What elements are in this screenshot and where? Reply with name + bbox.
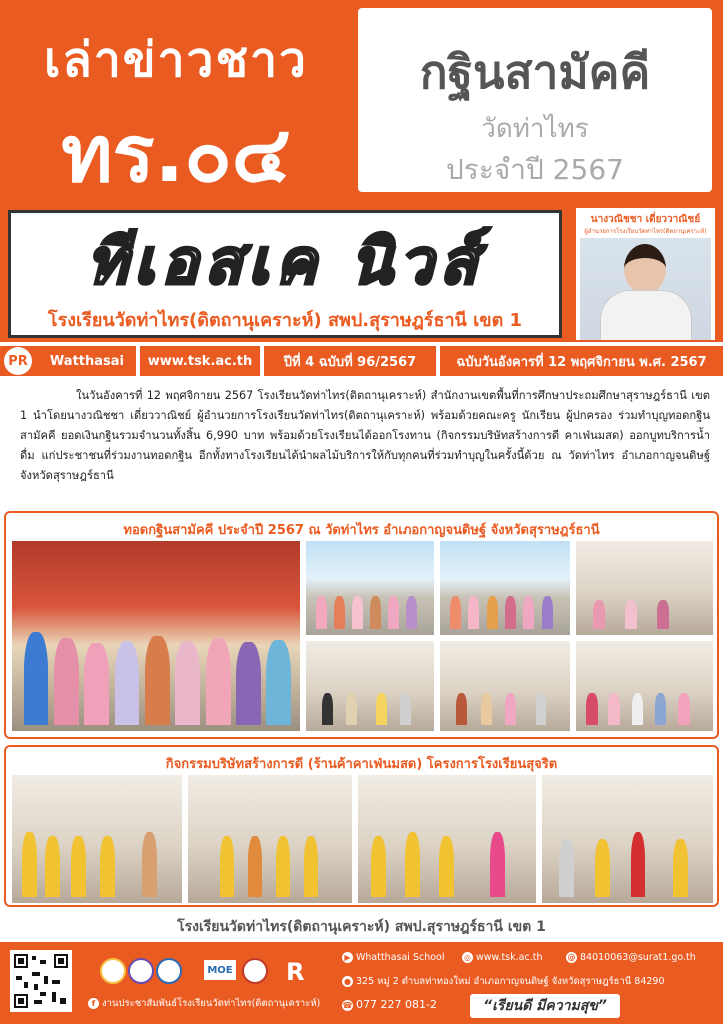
director-name: นางวณิชชา เดี่ยววาณิชย์ [590,214,701,225]
photo-kathin-6 [440,641,570,731]
director-role: ผู้อำนวยการโรงเรียนวัดท่าไทร(ดิตถานุเคราะห์) [584,228,707,235]
article-body: ในวันอังคารที่ 12 พฤศจิกายน 2567 โรงเรียนวัดท่าไทร(ดิตถานุเคราะห์) สำนักงานเขตพื้นที่การศึกษาประถมศึกษาสุราษฎร์ธานี เขต 1 นำโดยนางวณิชชา เดี่ยววาณิชย์ ผู้อำนวยการโรงเรียนวัดท่าไทร(ดิตถานุเคราะห์) พร้อมด้วยคณะครู นักเรียน ผู้ปกครอง ร่วมทำบุญทอดกฐินสามัคคี ยอดเงินกฐินรวมจำนวนทั้งสิ้น 6,990 บาท พร้อมด้วยโรงเรียนได้ออกโรงทาน (กิจกรรมบริษัทสร้างการดี คาเฟ่นมสด) ออกบูทบริการน้ำดื่ม แก่ประชาชนที่ร่วมงานทอดกฐิน อีกทั้งทางโรงเรียนได้นำผลไม้บริการให้กับทุกคนที่ร่วมทำบุญในครั้งนี้ด้วย ณ วัดท่าไทร อำเภอกาญจนดิษฐ์ จังหวัดสุราษฎร์ธานี [20,389,710,482]
phone-label: 077 227 081-2 [356,998,437,1011]
series-code: ทร.๐๔ [61,110,291,200]
facebook-icon: f [88,998,99,1009]
masthead [0,200,723,342]
photo-kathin-7 [576,641,713,731]
obec-logo-icon [128,958,154,984]
email-icon: @ [567,953,576,962]
youtube-link[interactable] [342,952,445,963]
youtube-icon: ▶ [342,952,353,963]
photo-kathin-2 [306,541,434,635]
address-label: 325 หมู่ 2 ตำบลท่าทองใหม่ อำเภอกาญจนดิษฐ์ จังหวัดสุราษฎร์ธานี 84290 [356,976,665,987]
photo-cafe-1 [12,775,182,903]
partner-logo-icon [242,958,268,984]
photo-kathin-4 [576,541,713,635]
qr-code[interactable] [10,950,72,1012]
footer-website-link[interactable] [462,952,542,963]
facebook-label: งานประชาสัมพันธ์โรงเรียนวัดท่าไทร(ดิตถานุเคราะห์) [102,998,321,1009]
footer [0,942,723,1024]
gallery-cafe-caption: กิจกรรมบริษัทสร้างการดี (ร้านค้าคาเฟ่นมสด) โครงการโรงเรียนสุจริต [165,757,558,772]
photo-kathin-5 [306,641,434,731]
event-place: วัดท่าไทร [481,114,589,144]
footer-website-label: www.tsk.ac.th [476,952,543,963]
youtube-label: Whatthasai School [356,952,445,963]
pr-badge: PR [4,347,32,375]
district-logo-icon [156,958,182,984]
issue-number: ปีที่ 4 ฉบับที่ 96/2567 [264,346,436,376]
pr-account: Watthasai [49,353,124,369]
photo-cafe-4 [542,775,713,903]
gallery-kathin [4,511,719,739]
brand-mark-icon: R [286,958,305,986]
phone-icon: ☎ [342,1000,353,1010]
event-year: ประจำปี 2567 [446,153,624,186]
header-right-panel [352,0,723,200]
moe-logo: MOE [204,960,236,980]
issue-date: ฉบับวันอังคารที่ 12 พฤศจิกายน พ.ศ. 2567 [440,346,723,376]
globe-icon: ◎ [462,952,473,963]
series-title: เล่าข่าวชาว [44,32,308,88]
school-logo-icon [100,958,126,984]
facebook-link[interactable] [88,996,320,1011]
address [342,974,665,989]
phone[interactable] [342,998,437,1011]
event-title: กฐินสามัคคี [419,45,651,99]
event-title-box [358,8,712,192]
school-footer-line: โรงเรียนวัดท่าไทร(ดิตถานุเคราะห์) สพป.สุราษฎร์ธานี เขต 1 [177,919,546,935]
info-bar [0,342,723,380]
director-photo [580,238,711,340]
school-name: โรงเรียนวัดท่าไทร(ดิตถานุเคราะห์) สพป.สุราษฎร์ธานี เขต 1 [47,310,523,331]
photo-cafe-2 [188,775,352,903]
photo-group-main [12,541,300,731]
masthead-logo-box [8,210,562,338]
email-link[interactable] [566,952,696,963]
website-link[interactable]: www.tsk.ac.th [140,346,260,376]
location-pin-icon: ● [342,976,353,987]
photo-cafe-3 [358,775,536,903]
email-label: 84010063@surat1.go.th [580,952,696,963]
header-left-panel [0,0,352,200]
director-card [574,206,717,342]
gallery-kathin-caption: ทอดกฐินสามัคคี ประจำปี 2567 ณ วัดท่าไทร อำเภอกาญจนดิษฐ์ จังหวัดสุราษฎร์ธานี [123,523,600,538]
photo-kathin-3 [440,541,570,635]
newsletter-brand: ทีเอสเค นิวส์ [86,225,484,298]
gallery-cafe [4,745,719,907]
school-slogan: “เรียนดี มีความสุข” [470,994,620,1018]
